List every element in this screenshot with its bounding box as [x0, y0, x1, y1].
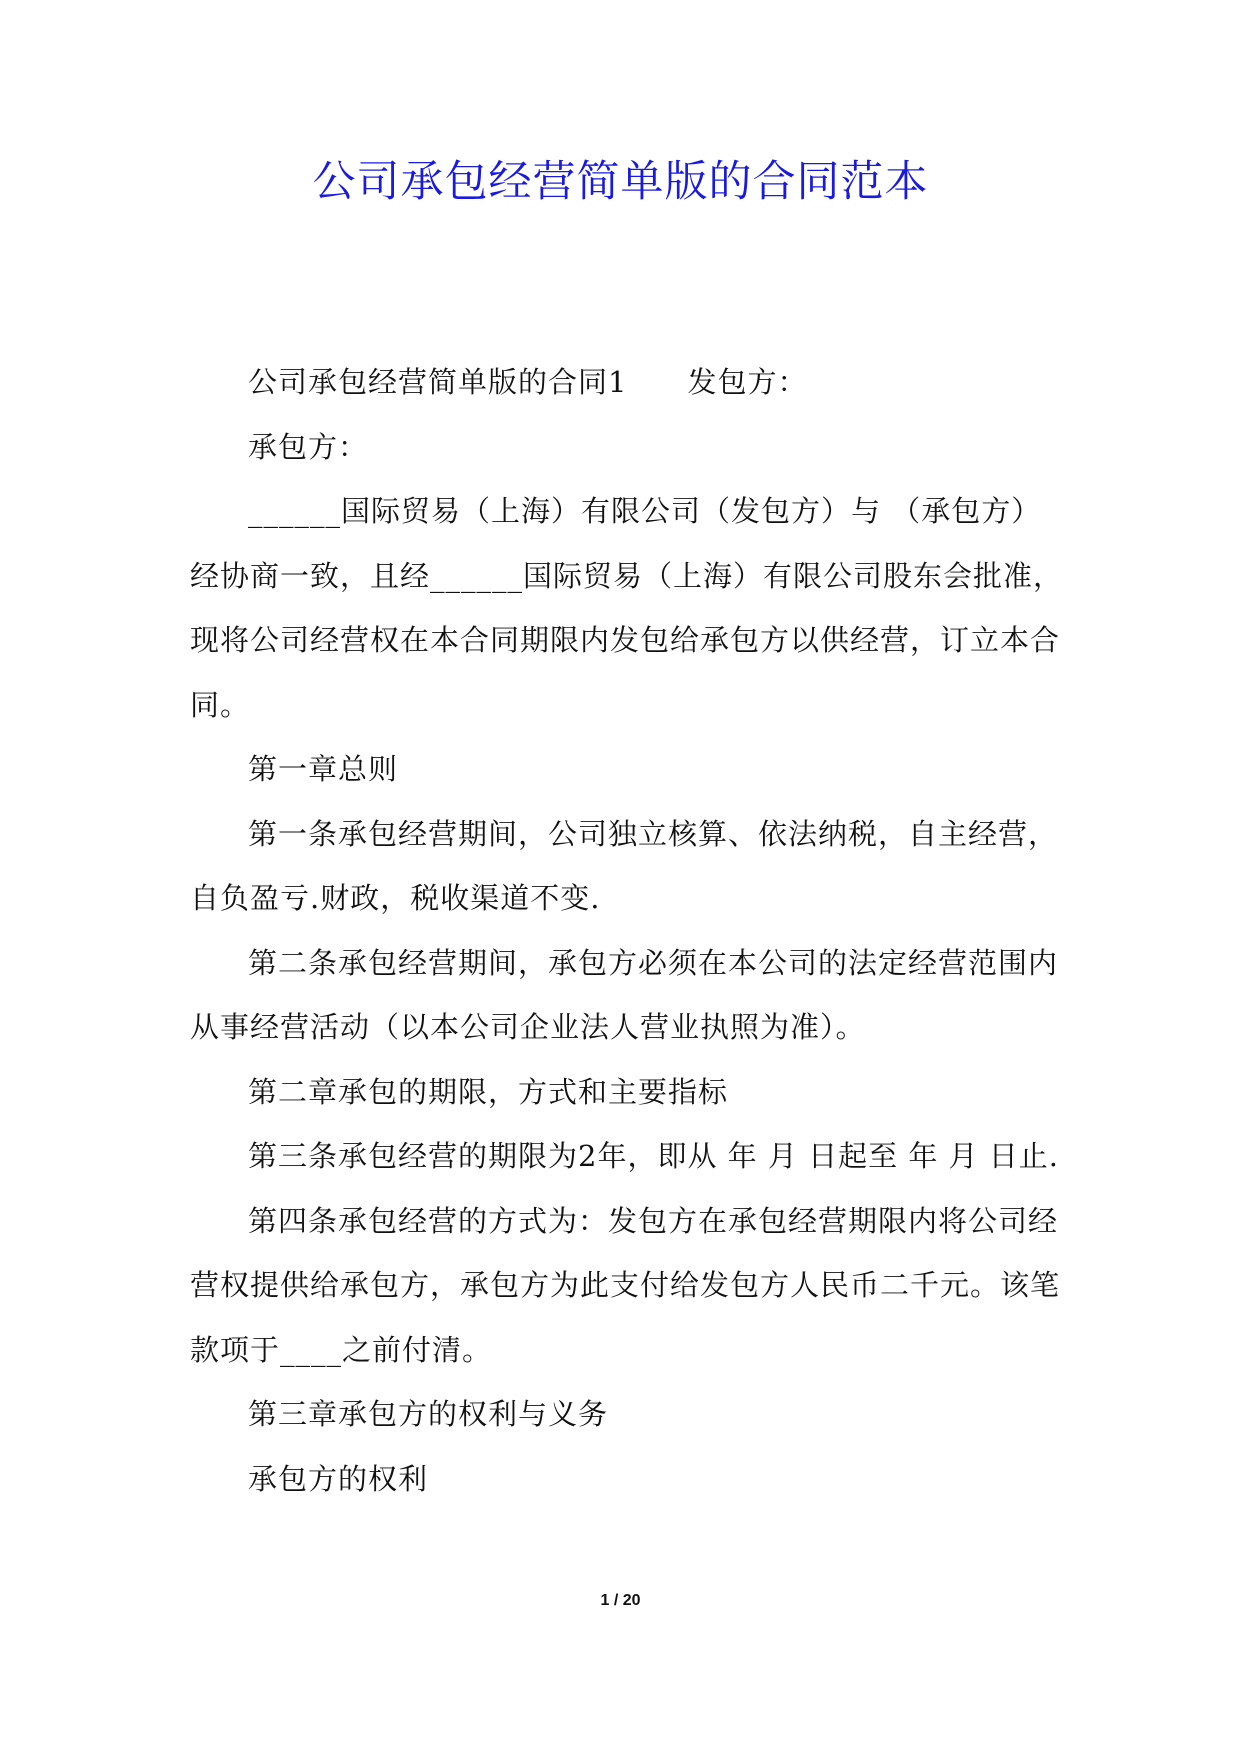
page-number: 1 / 20 — [600, 1592, 641, 1609]
chapter-3-heading: 第三章承包方的权利与义务 — [248, 1397, 609, 1431]
article-2: 第二条承包经营期间，承包方必须在本公司的法定经营范围内从事经营活动（以本公司企业法人营业执照为准）。 — [190, 945, 1059, 1044]
chapter-1-heading: 第一章总则 — [248, 752, 399, 786]
article-4: 第四条承包经营的方式为：发包方在承包经营期限内将公司经营权提供给承包方，承包方为此支付给发包方人民币二千元。该笔款项于____之前付清。 — [190, 1203, 1061, 1367]
paragraph-heading-contract-1: 公司承包经营简单版的合同1 发包方： — [248, 365, 808, 399]
article-3: 第三条承包经营的期限为2年，即从 年 月 日起至 年 月 日止. — [248, 1139, 1059, 1173]
paragraph-contractor: 承包方： — [248, 429, 369, 464]
document-title: 公司承包经营简单版的合同范本 — [312, 157, 929, 207]
contractor-rights-heading: 承包方的权利 — [248, 1461, 429, 1496]
article-1: 第一条承包经营期间，公司独立核算、依法纳税，自主经营，自负盈亏.财政，税收渠道不变. — [190, 816, 1059, 915]
chapter-2-heading: 第二章承包的期限，方式和主要指标 — [248, 1074, 729, 1109]
document-body — [190, 350, 1070, 1511]
paragraph-preamble: ______国际贸易（上海）有限公司（发包方）与 （承包方）经协商一致，且经______国际贸易（上海）有限公司股东会批准，现将公司经营权在本合同期限内发包给承包方以供经营，订立本合同。 — [190, 494, 1064, 722]
